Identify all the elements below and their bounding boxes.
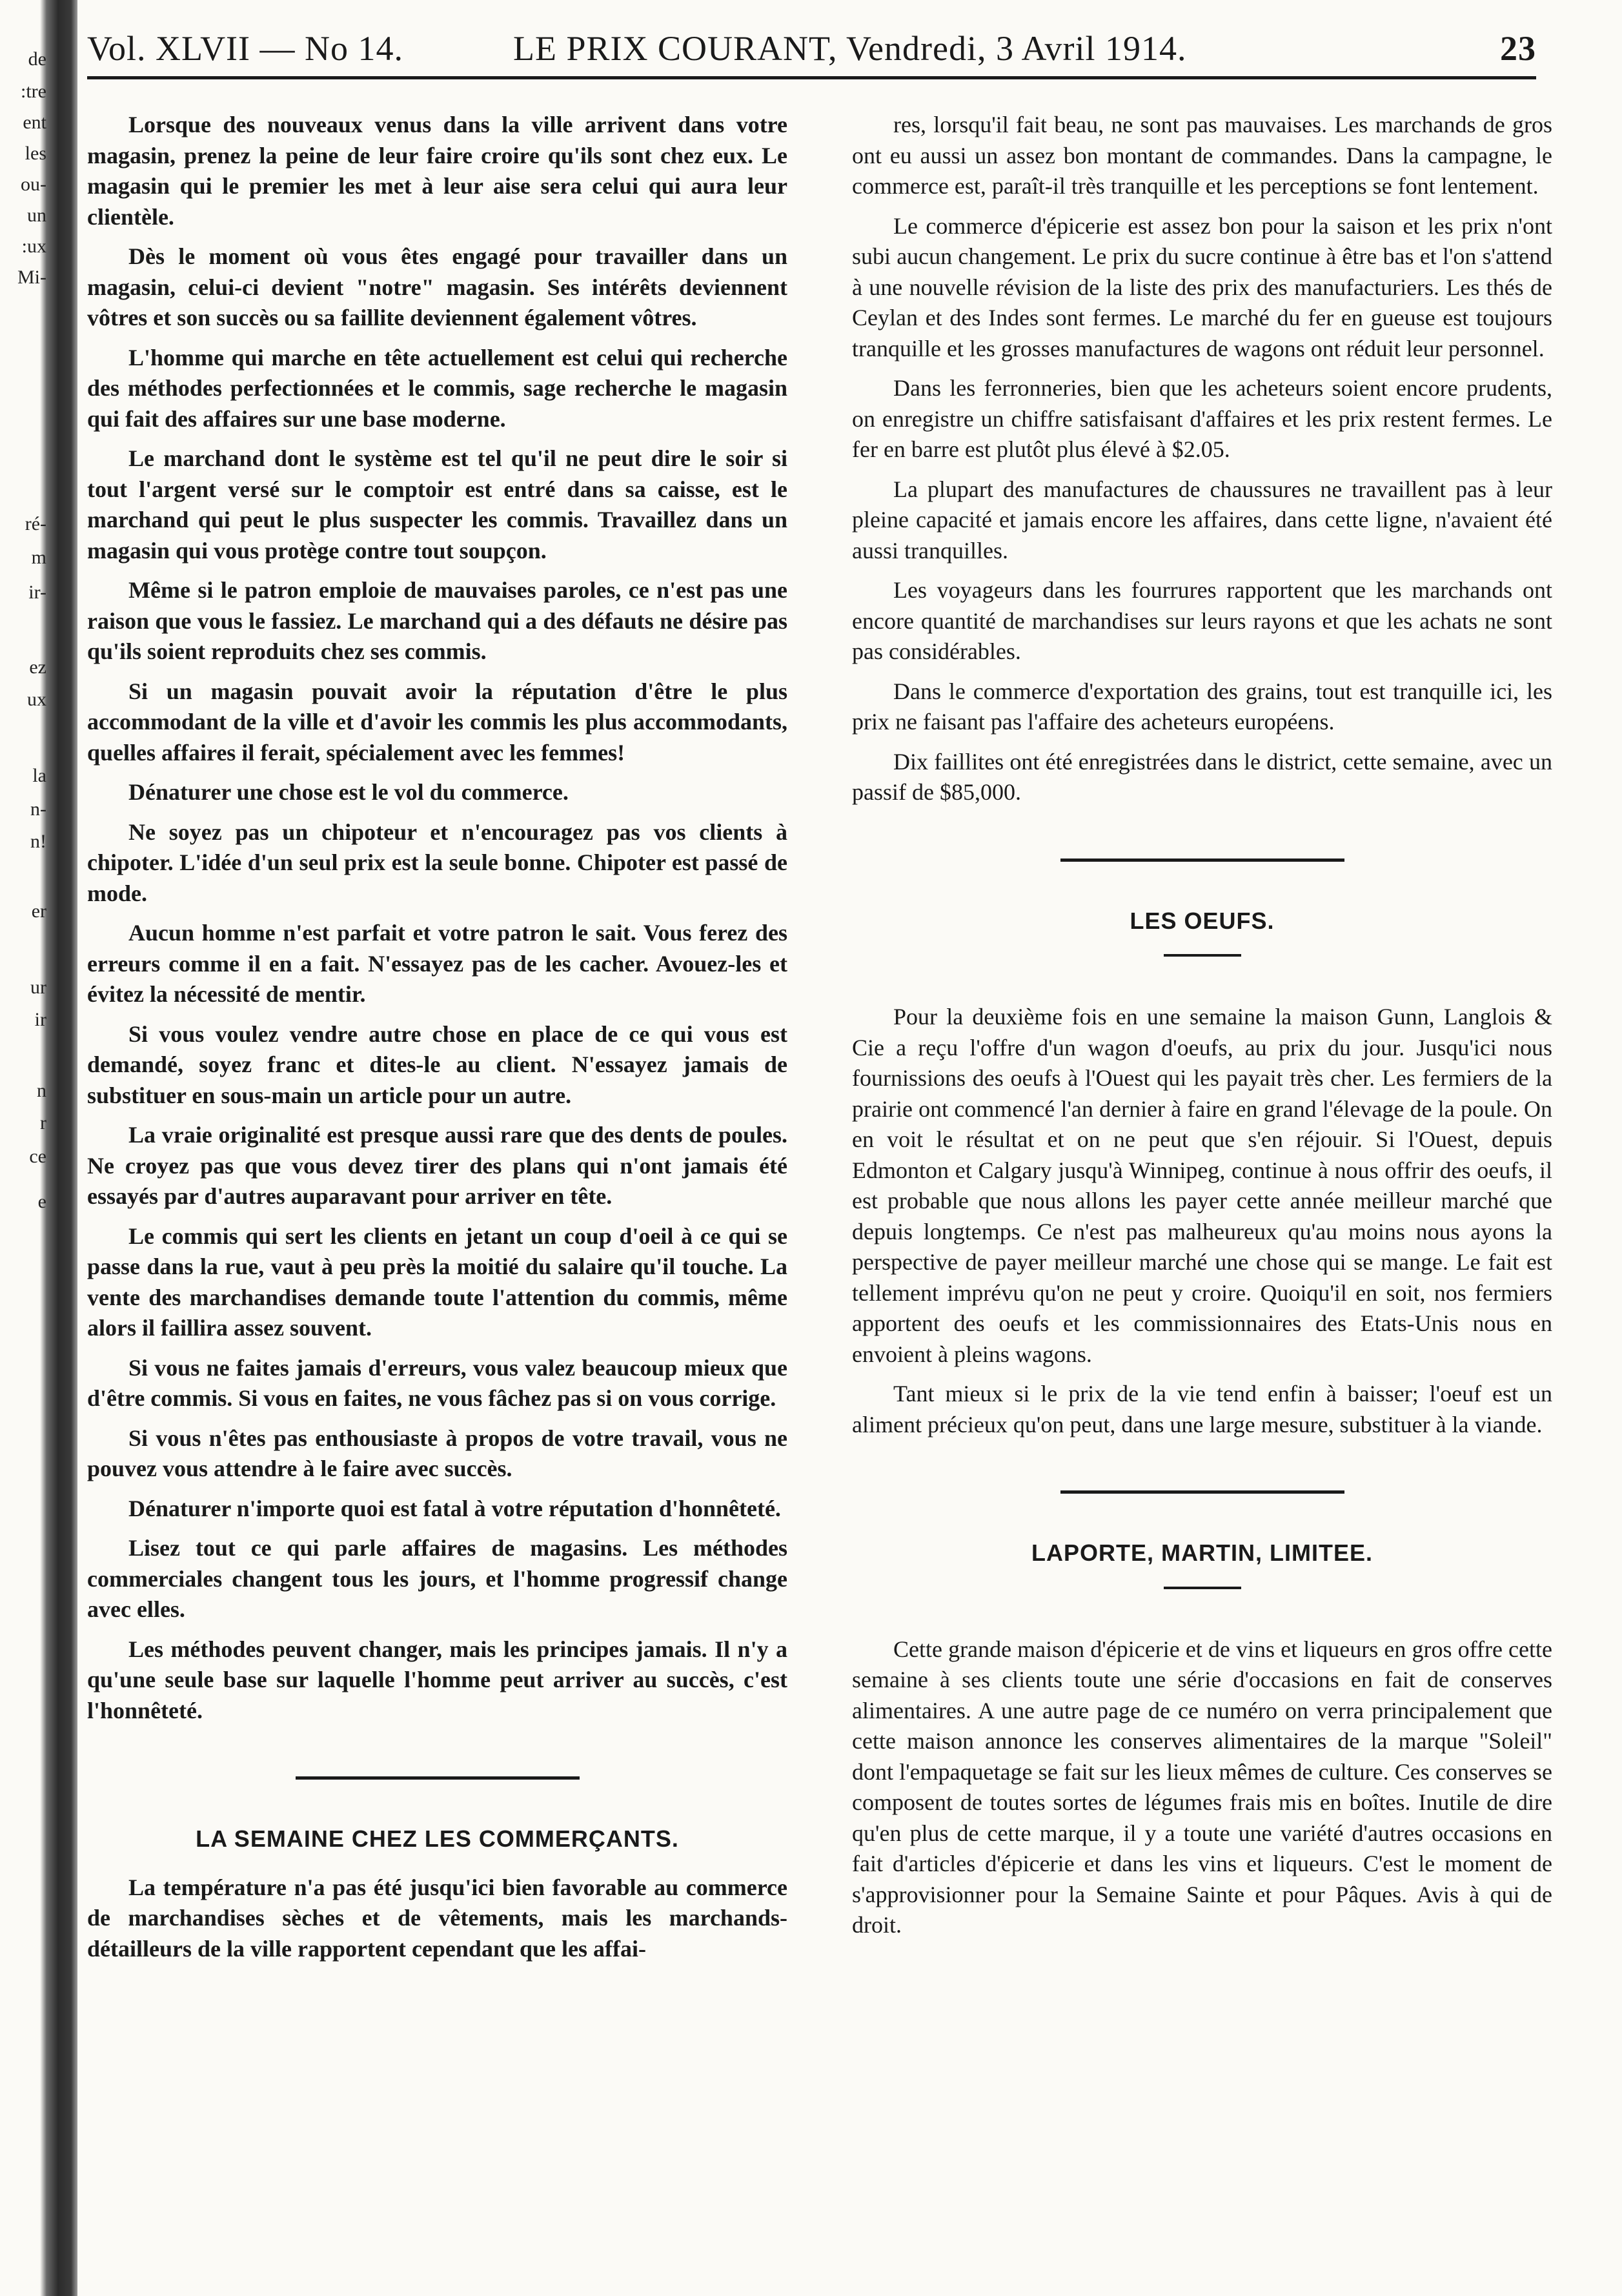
paragraph: Aucun homme n'est parfait et votre patron le sait. Vous ferez des erreurs comme il en a fait. N'essayez pas de les cacher. Avouez-les et évitez la nécessité de mentir.: [87, 920, 787, 1007]
margin-fragment: ce: [29, 1146, 46, 1167]
margin-fragment: Mi-: [17, 267, 46, 288]
section-divider: [1060, 1490, 1344, 1494]
paragraph: Le marchand dont le système est tel qu'il ne peut dire le soir si tout l'argent versé sur le comptoir est entré dans sa caisse, est le marchand qui peut le plus suspecter les commis. Travaillez dans un magasin qui vous protège contre tout soupçon.: [87, 445, 787, 564]
left-column: [87, 110, 787, 1973]
paragraph: Le commerce d'épicerie est assez bon pour la saison et les prix n'ont subi aucun changement. Le prix du sucre continue à être bas et l'on s'attend à une nouvelle révision de la liste des prix des manufacturiers. Les thés de Ceylan et des Indes sont fermes. Le marché du fer en gueuse est toujours tranquille et les grosses manufactures de wagons ont réduit leur personnel.: [852, 212, 1552, 361]
paragraph: Dénaturer une chose est le vol du commerce.: [128, 779, 569, 805]
paragraph: Lisez tout ce qui parle affaires de magasins. Les méthodes commerciales changent tous les jours, et l'homme progressif change avec elles.: [87, 1535, 787, 1622]
paragraph: Le commis qui sert les clients en jetant un coup d'oeil à ce qui se passe dans la rue, vaut à peu près la moitié du salaire qu'il touche. La vente des marchandises demande toute l'attention du commis, même alors il faillira assez souvent.: [87, 1223, 787, 1341]
margin-fragment: n: [37, 1080, 46, 1101]
margin-fragment: de: [28, 48, 46, 70]
margin-fragment: er: [31, 900, 46, 922]
oeufs-paragraphs: [852, 1002, 1552, 1440]
margin-fragment: ez: [29, 656, 46, 678]
page-header: [87, 28, 1536, 80]
paragraph: L'homme qui marche en tête actuellement est celui qui recherche des méthodes perfectionnées et le commis, sage recherche le magasin qui fait des affaires sur une base moderne.: [87, 344, 787, 432]
paragraph: Même si le patron emploie de mauvaises paroles, ce n'est pas une raison que vous le fassiez. Le marchand qui a des défauts ne désire pas qu'ils soient reproduits chez ses commis.: [87, 577, 787, 664]
publication-title: LE PRIX COURANT, Vendredi, 3 Avril 1914.: [513, 29, 1187, 68]
margin-fragment: ir-: [28, 582, 46, 603]
margin-fragment: ré-: [25, 513, 46, 534]
section-title-oeufs: LES OEUFS.: [1130, 907, 1275, 934]
semaine-continued-paragraphs: [852, 110, 1552, 808]
margin-fragment: la: [32, 765, 46, 786]
paragraph: Dans les ferronneries, bien que les acheteurs soient encore prudents, on enregistre un chiffre satisfaisant d'affaires et les prix restent fermes. Le fer en barre est plutôt plus élevé à $2.05.: [852, 375, 1552, 462]
title-underline: [1164, 954, 1241, 957]
volume-number: Vol. XLVII — No 14.: [87, 29, 404, 68]
advice-paragraphs: [87, 110, 787, 1726]
margin-fragment: n-: [30, 798, 46, 820]
section-divider: [296, 1776, 580, 1780]
paragraph: Pour la deuxième fois en une semaine la maison Gunn, Langlois & Cie a reçu l'offre d'un wagon d'oeufs, au prix du jour. Jusqu'ici nous fournissions des oeufs à l'Ouest qui les payait très cher. Les fermiers de la prairie ont commencé l'an dernier à faire en grand l'élevage de la poule. On en voit le résultat et on ne peut que s'en réjouir. Si l'Ouest, depuis Edmonton et Calgary jusqu'à Winnipeg, continue à nous offrir des oeufs, il est probable que nous allons les payer cette année meilleur marché que depuis longtemps. Ce n'est pas malheureux qu'au moins nous ayons la perspective de payer meilleur marché une chose qui se mange. Le fait est tellement imprévu qu'on ne peut y croire. Quoiqu'il en soit, nos fermiers apportent des oeufs et les commissionnaires des Etats-Unis nous en envoient à pleins wagons.: [852, 1004, 1552, 1367]
margin-fragment: ou-: [21, 174, 46, 195]
section-divider: [1060, 858, 1344, 862]
paragraph: Si vous n'êtes pas enthousiaste à propos de votre travail, vous ne pouvez vous attendre à le faire avec succès.: [87, 1425, 787, 1481]
paragraph: Les méthodes peuvent changer, mais les principes jamais. Il n'y a qu'une seule base sur laquelle l'homme peut arriver au succès, c'est l'honnêteté.: [87, 1636, 787, 1723]
header-rule: [87, 76, 1536, 79]
page-number: 23: [1500, 29, 1536, 68]
margin-fragment: ur: [30, 977, 46, 998]
paragraph: La température n'a pas été jusqu'ici bien favorable au commerce de marchandises sèches et de vêtements, mais les marchands-détailleurs de la ville rapportent cependant que les affai-: [87, 1874, 787, 1962]
paragraph: Dans le commerce d'exportation des grains, tout est tranquille ici, les prix ne faisant pas l'affaire des acheteurs européens.: [852, 678, 1552, 735]
laporte-paragraphs: [852, 1634, 1552, 1941]
margin-fragment: e: [37, 1191, 46, 1212]
paragraph: Cette grande maison d'épicerie et de vins et liqueurs en gros offre cette semaine à ses clients toute une série d'occasions en fait de conserves alimentaires. A une autre page de ce numéro on verra principalement que cette maison annonce les conserves alimentaires de la marque "Soleil" dont l'empaquetage se fait sur les lieux mêmes de culture. Ces conserves se composent de toutes sortes de légumes frais mis en boîtes. Inutile de dire qu'en plus de cette marque, il y a toute une variété d'autres occasions en fait d'articles d'épicerie et dans les vins et liqueurs. C'est le moment de s'approvisionner pour la Semaine Sainte et pour Pâques. Avis à qui de droit.: [852, 1636, 1552, 1938]
paragraph: Ne soyez pas un chipoteur et n'encouragez pas vos clients à chipoter. L'idée d'un seul prix est la seule bonne. Chipoter est passé de mode.: [87, 818, 787, 906]
margin-fragment: :ux: [21, 236, 46, 257]
section-title-semaine: LA SEMAINE CHEZ LES COMMERÇANTS.: [196, 1825, 679, 1852]
margin-fragment: un: [27, 205, 46, 226]
paragraph: Si vous ne faites jamais d'erreurs, vous valez beaucoup mieux que d'être commis. Si vous en faites, ne vous fâchez pas si on vous corrige.: [87, 1354, 787, 1411]
paragraph: Si un magasin pouvait avoir la réputation d'être le plus accommodant de la ville et d'avoir les commis les plus accommodants, quelles affaires il ferait, spécialement avec les femmes!: [87, 678, 787, 766]
paragraph: Si vous voulez vendre autre chose en place de ce qui vous est demandé, soyez franc et dites-le au client. N'essayez jamais de substituer en sous-main un article pour un autre.: [87, 1021, 787, 1108]
margin-fragment: ir: [34, 1009, 46, 1030]
margin-fragment: n!: [30, 831, 46, 852]
paragraph: La plupart des manufactures de chaussures ne travaillent pas à leur pleine capacité et jamais encore les affaires, dans cette ligne, n'avaient été aussi tranquilles.: [852, 476, 1552, 564]
section-title-laporte: LAPORTE, MARTIN, LIMITEE.: [1031, 1539, 1373, 1566]
title-underline: [1164, 1587, 1241, 1589]
margin-fragment: ux: [27, 689, 46, 710]
right-column: [852, 110, 1552, 1950]
paragraph: Dix faillites ont été enregistrées dans le district, cette semaine, avec un passif de $85,000.: [852, 748, 1552, 805]
margin-fragment: ent: [23, 112, 46, 133]
paragraph: Dénaturer n'importe quoi est fatal à votre réputation d'honnêteté.: [128, 1495, 781, 1521]
margin-fragment: les: [25, 143, 46, 164]
semaine-paragraphs: [87, 1873, 787, 1965]
paragraph: La vraie originalité est presque aussi rare que des dents de poules. Ne croyez pas que vous devez tirer des plans qui n'ont jamais été essayés par d'autres auparavant pour arriver en tête.: [87, 1122, 787, 1209]
paragraph: Lorsque des nouveaux venus dans la ville arrivent dans votre magasin, prenez la peine de leur faire croire qu'ils sont chez eux. Le magasin qui le premier les met à leur aise sera celui qui aura leur clientèle.: [87, 112, 787, 230]
paragraph: Les voyageurs dans les fourrures rapportent que les marchands ont encore quantité de marchandises sur leurs rayons et que les achats ne sont pas considérables.: [852, 577, 1552, 664]
paragraph: res, lorsqu'il fait beau, ne sont pas mauvaises. Les marchands de gros ont eu aussi un assez bon montant de commandes. Dans la campagne, le commerce est, paraît-il très tranquille et les perceptions se font lentement.: [852, 112, 1552, 199]
margin-fragment: r: [40, 1112, 46, 1133]
paragraph: Tant mieux si le prix de la vie tend enfin à baisser; l'oeuf est un aliment précieux qu'on peut, dans une large mesure, substituer à la viande.: [852, 1381, 1552, 1438]
margin-fragment: m: [31, 547, 46, 568]
margin-fragment: :tre: [21, 81, 46, 102]
paragraph: Dès le moment où vous êtes engagé pour travailler dans un magasin, celui-ci devient "notre" magasin. Ses intérêts deviennent vôtres et son succès ou sa faillite deviennent également vôtres.: [87, 243, 787, 330]
